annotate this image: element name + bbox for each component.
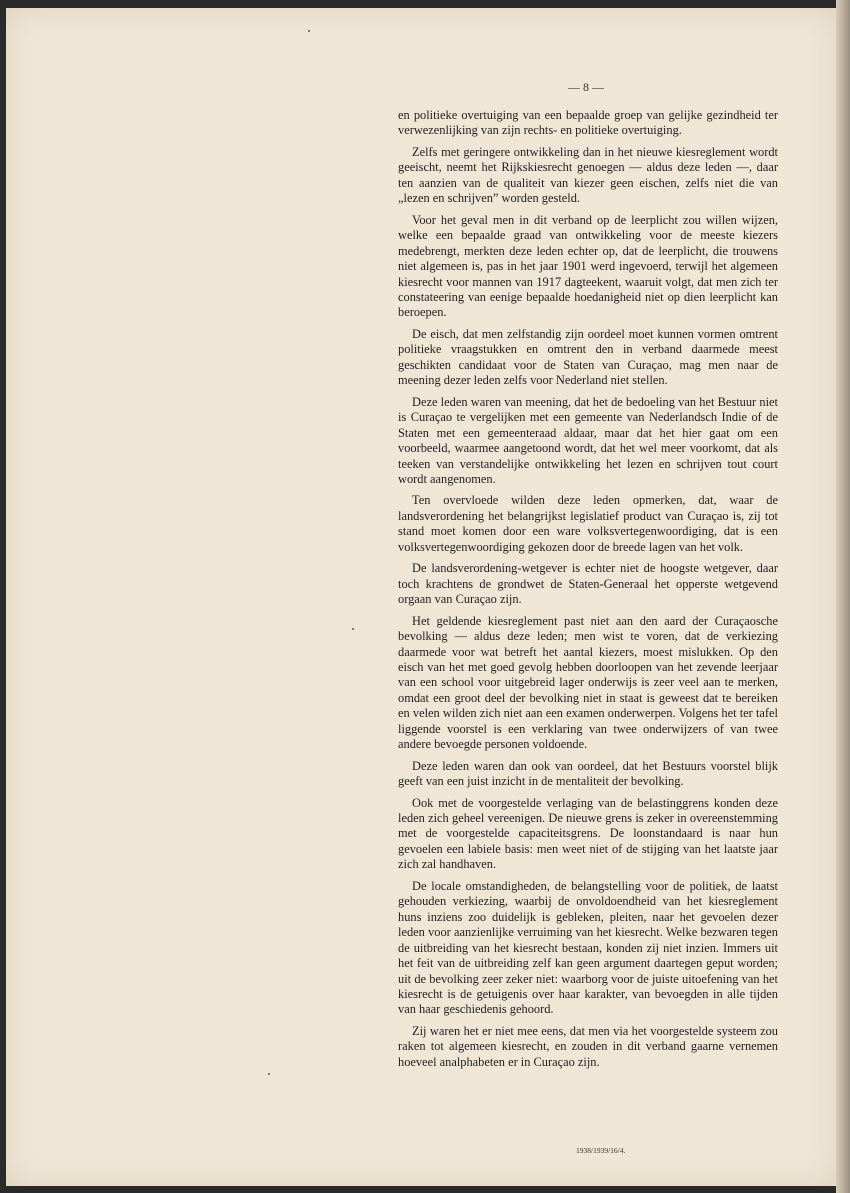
- paragraph: Deze leden waren dan ook van oordeel, dat het Bestuurs voorstel blijk geeft van een juist inzicht in de mentaliteit der bevolking.: [398, 758, 778, 789]
- paragraph: Deze leden waren van meening, dat het de bedoeling van het Bestuur niet is Curaçao te vergelijken met een gemeente van Nederlandsch Indie of de Staten met een gemeenteraad aldaar, maar dat het hier gaat om een voorbeeld, waarmee aangetoond wordt, dat het wel meer voorkomt, dat als teeken van verstandelijke ontwikkeling het lezen en schrijven tout court wordt aangenomen.: [398, 394, 778, 486]
- paragraph: en politieke overtuiging van een bepaalde groep van gelijke gezindheid ter verwezenlijking van zijn rechts- en politieke overtuiging.: [398, 108, 778, 138]
- paragraph: Het geldende kiesreglement past niet aan den aard der Curaçaosche bevolking — aldus deze leden; men wist te voren, dat de verkiezing daarmede voor wat betreft het aantal kiezers, moest mislukken. Op den eisch van het met goed gevolg hebben doorloopen van het zevende leerjaar van een school voor uitgebreid lager onderwijs is zeer veel aan te merken, omdat een groot deel der bevolking niet in staat is geweest dat te bereiken en velen wilden zich niet aan een examen onderwerpen. Volgens het ter tafel liggende voorstel is een verklaring van twee onderwijzers of van twee andere bevoegde personen voldoende.: [398, 613, 778, 752]
- paragraph: De locale omstandigheden, de belangstelling voor de politiek, de laatst gehouden verkiezing, waarbij de onvoldoendheid van het kiesreglement huns inziens zoo duidelijk is gebleken, pleiten, naar het gevoelen dezer leden voor aanzienlijke verruiming van het kiesrecht. Welke bezwaren tegen de uitbreiding van het kiesrecht bestaan, konden zij niet inzien. Immers uit het feit van de uitbreiding zelf kan geen argument daartegen geput worden; uit de bevolking zeer zeker niet: waarborg voor de juiste uitoefening van het kiesrecht is de getuigenis over haar karakter, van bevoegden in alle tijden van haar geschiedenis gehoord.: [398, 878, 778, 1017]
- paragraph: Zij waren het er niet mee eens, dat men via het voorgestelde systeem zou raken tot algemeen kiesrecht, en zouden in dit verband gaarne vernemen hoeveel analphabeten er in Curaçao zijn.: [398, 1023, 778, 1069]
- paper-speck: [352, 628, 354, 630]
- paper-speck: [308, 30, 310, 32]
- paragraph: Ook met de voorgestelde verlaging van de belastinggrens konden deze leden zich geheel vereenigen. De nieuwe grens is zeker in overeenstemming met de voorgestelde capaciteitsgrens. De loonstandaard is naar hun gevoelen een labiele basis: men weet niet of de stijging van het laatste jaar zich zal handhaven.: [398, 795, 778, 872]
- paper-speck: [268, 1073, 270, 1075]
- paragraph: Ten overvloede wilden deze leden opmerken, dat, waar de landsverordening het belangrijkst legislatief product van Curaçao is, zij tot stand moet komen door een ware volksvertegenwoordiging, dat is een volksvertegenwoordiging gekozen door de breede lagen van het volk.: [398, 493, 778, 554]
- page-edge: [836, 0, 850, 1193]
- page-number: — 8 —: [568, 80, 604, 94]
- paragraph: Voor het geval men in dit verband op de leerplicht zou willen wijzen, welke een bepaalde graad van ontwikkeling voor de meeste kiezers medebrengt, merkten deze leden echter op, dat de leerplicht, die trouwens niet algemeen is, pas in het jaar 1901 werd ingevoerd, terwijl het algemeen kiesrecht voor mannen van 1917 dagteekent, waaruit volgt, dat men zich ter constateering van eenige bepaalde hoedanigheid niet op dien leerplicht kan beroepen.: [398, 212, 778, 320]
- paragraph: De landsverordening-wetgever is echter niet de hoogste wetgever, daar toch krachtens de grondwet de Staten-Generaal het opperste wetgevend orgaan van Curaçao zijn.: [398, 561, 778, 607]
- paragraph: De eisch, dat men zelfstandig zijn oordeel moet kunnen vormen omtrent politieke vraagstukken en omtrent den in verband daarmede meest geschikten candidaat voor de Staten van Curaçao, mag men naar de meening dezer leden zelfs voor Nederland niet stellen.: [398, 326, 778, 388]
- paragraph: Zelfs met geringere ontwikkeling dan in het nieuwe kiesreglement wordt geeischt, neemt het Rijkskiesrecht genoegen — aldus deze leden —, daar ten aanzien van de qualiteit van kiezer geen eischen, zelfs niet die van „lezen en schrijven” worden gesteld.: [398, 144, 778, 206]
- document-code: 1938/1939/16/4.: [576, 1146, 626, 1155]
- body-text: [398, 108, 778, 1076]
